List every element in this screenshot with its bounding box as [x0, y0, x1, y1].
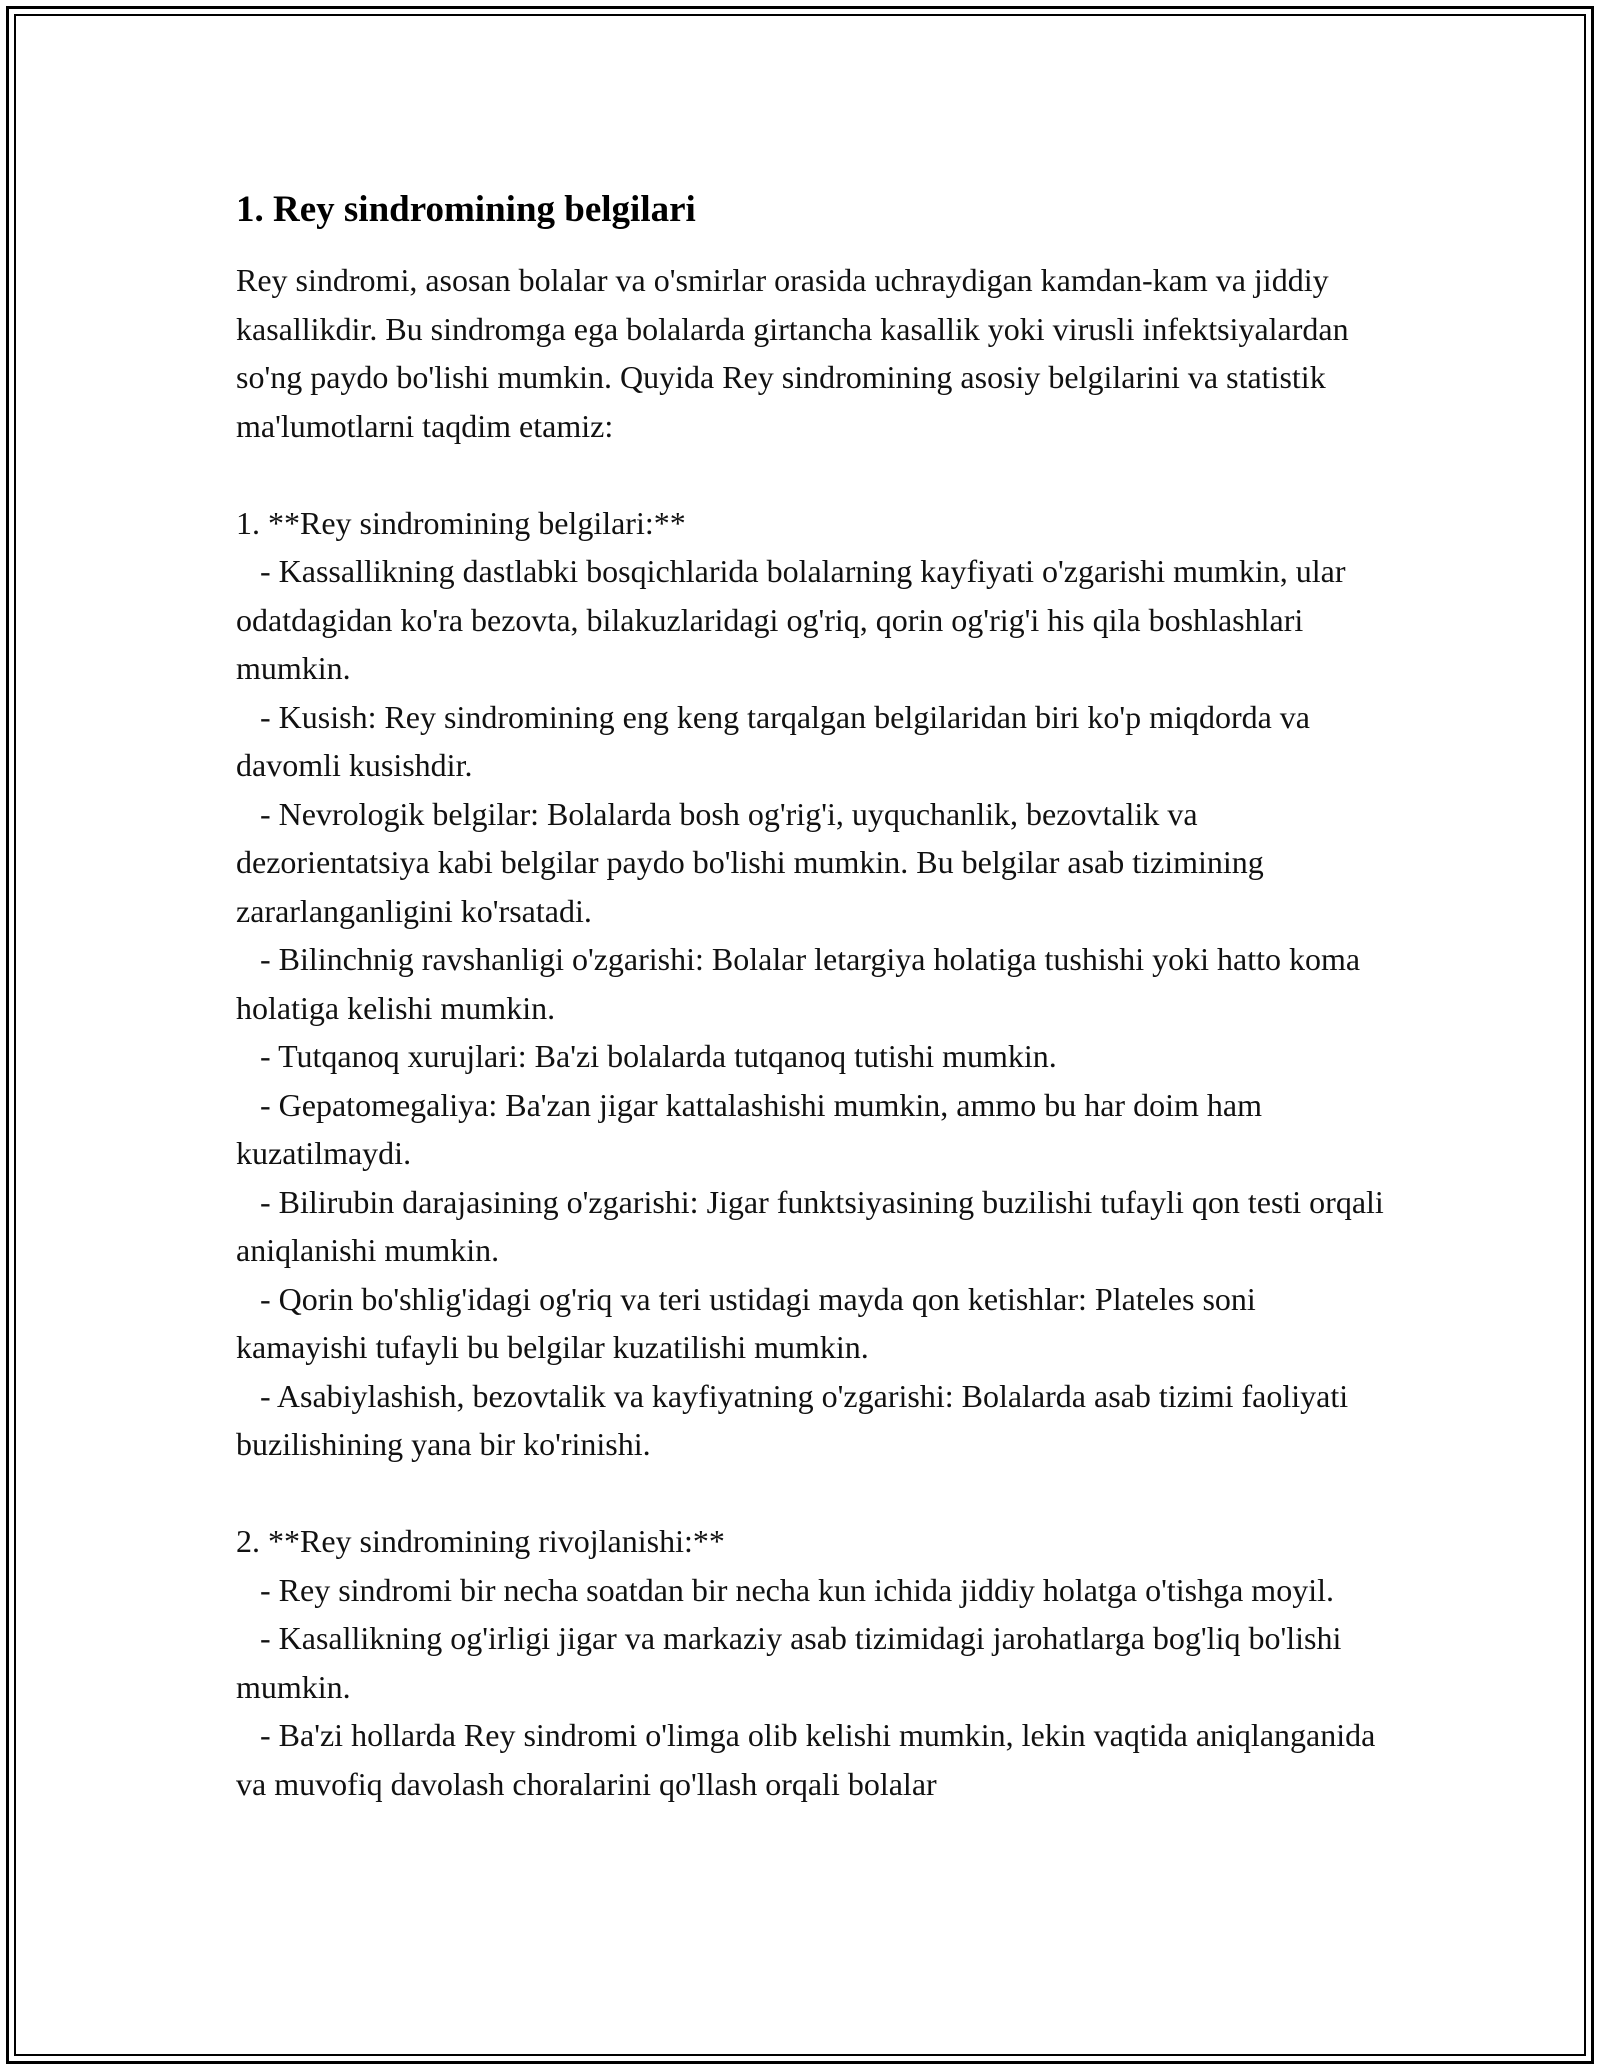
spacer: [236, 1469, 1386, 1518]
list-item: - Tutqanoq xurujlari: Ba'zi bolalarda tutqanoq tutishi mumkin.: [236, 1038, 1057, 1074]
section2-heading: 2. **Rey sindromining rivojlanishi:**: [236, 1523, 725, 1559]
list-item: - Rey sindromi bir necha soatdan bir necha kun ichida jiddiy holatga o'tishga moyil.: [236, 1571, 1334, 1608]
list-item: - Asabiylashish, bezovtalik va kayfiyatning o'zgarishi: Bolalarda asab tizimi faoliyati buzilishining yana bir ko'rinishi.: [236, 1377, 1357, 1462]
list-item: - Kasallikning og'irligi jigar va markaziy asab tizimidagi jarohatlarga bog'liq bo'lishi mumkin.: [236, 1620, 1350, 1705]
section1-heading: 1. **Rey sindromining belgilari:**: [236, 504, 686, 541]
spacer: [236, 450, 1386, 499]
list-item: - Qorin bo'shlig'idagi og'riq va teri ustidagi mayda qon ketishlar: Plateles soni kamayishi tufayli bu belgilar kuzatilishi mumkin.: [236, 1280, 1264, 1365]
list-item: - Gepatomegaliya: Ba'zan jigar kattalashishi mumkin, ammo bu har doim ham kuzatilmaydi.: [236, 1086, 1270, 1171]
list-item: - Bilinchnig ravshanligi o'zgarishi: Bolalar letargiya holatiga tushishi yoki hatto koma holatiga kelishi mumkin.: [236, 941, 1369, 1026]
list-item: - Ba'zi hollarda Rey sindromi o'limga olib kelishi mumkin, lekin vaqtida aniqlanganida va muvofiq davolash choralarini qo'llash orqali bolalar: [236, 1717, 1384, 1802]
list-item: - Nevrologik belgilar: Bolalarda bosh og'rig'i, uyquchanlik, bezovtalik va dezorientatsiya kabi belgilar paydo bo'lishi mumkin. Bu belgilar asab tizimining zararlanganligini ko'rsatadi.: [236, 795, 1272, 929]
list-item: - Kassallikning dastlabki bosqichlarida bolalarning kayfiyati o'zgarishi mumkin, ular odatdagidan ko'ra bezovta, bilakuzlaridagi og'riq, qorin og'rig'i his qila boshlashlari mumkin.: [236, 553, 1354, 686]
document-title: 1. Rey sindromining belgilari: [236, 189, 696, 230]
list-item: - Bilirubin darajasining o'zgarishi: Jigar funktsiyasining buzilishi tufayli qon testi orqali aniqlanishi mumkin.: [236, 1183, 1392, 1268]
list-item: - Kusish: Rey sindromining eng keng tarqalgan belgilaridan biri ko'p miqdorda va davomli kusishdir.: [236, 698, 1318, 783]
document-body: [236, 186, 1392, 1808]
intro-paragraph: Rey sindromi, asosan bolalar va o'smirlar orasida uchraydigan kamdan-kam va jiddiy kasallikdir. Bu sindromga ega bolalarda girtancha kasallik yoki virusli infektsiyalardan so'ng paydo bo'lishi mumkin. Quyida Rey sindromining asosiy belgilarini va statistik ma'lumotlarni taqdim etamiz:: [236, 262, 1357, 444]
